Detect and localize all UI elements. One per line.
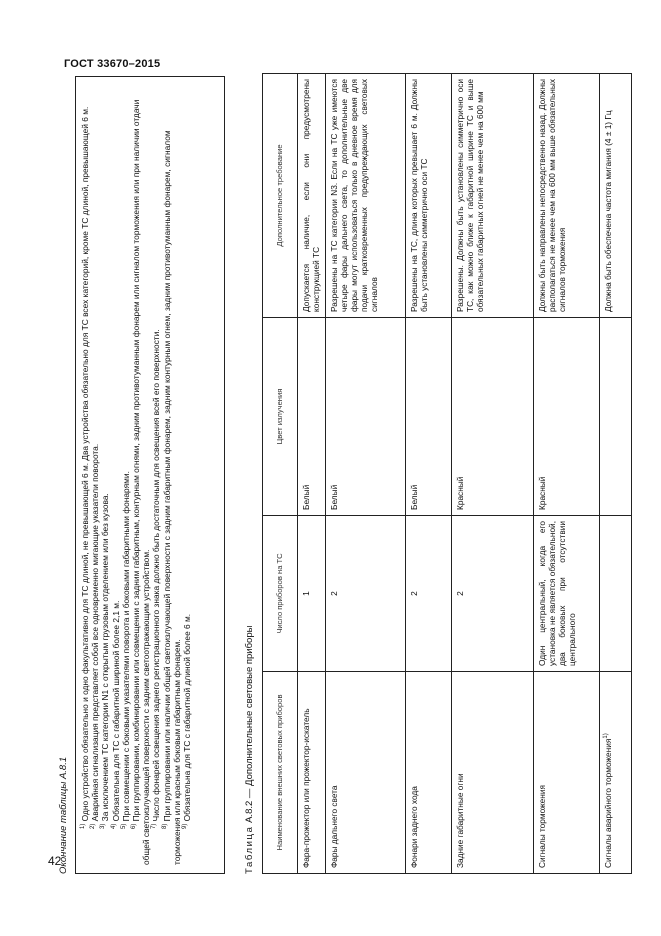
device-requirement: Разрешены на ТС, длина которых превышает 6 м. Должны быть установлены симметрично оси ТС [406,74,452,318]
device-count: 2 [326,516,406,672]
device-requirement: Разрешены на ТС категории N3. Если на ТС уже имеются четыре фары дальнего света, то дополнительные две фары могут использоваться только в дневное время для подачи кратковременных предупреждающих световых сигналов [326,74,406,318]
column-header: Цвет излучения [263,318,298,516]
table-row [406,74,452,874]
footnote: $^{4)}$ Обязательна для ТС с габаритной шириной более 2,1 м. [110,600,121,829]
device-requirement: Должны быть направлены непосредственно назад. Должны располагаться не менее чем на 600 мм выше обязательных сигналов торможения [534,74,600,318]
device-requirement: Допускается наличие, если они предусмотрены конструкцией ТС [298,74,326,318]
table-title: Таблица А.8.2 — Дополнительные световые приборы [244,625,255,874]
footnote: $^{1)}$ Одно устройство обязательно и одно факультативно для ТС длиной, не превышающей 6 м. Два устройства обязательно для ТС всех категорий, кроме ТС длиной, превышающей 6 м. [80,106,90,829]
device-requirement: Разрешены. Должны быть установлены симметрично оси ТС, как можно ближе к габаритной ширине ТС и выше обязательных габаритных огней не менее чем на 600 мм [452,74,534,318]
device-name: Задние габаритные огни [452,672,534,874]
device-color: Белый [326,318,406,516]
table-header-row [263,74,298,874]
column-header: Число приборов на ТС [263,516,298,672]
device-color: Красный [534,318,600,516]
rotated-content [58,74,613,874]
device-count: 2 [452,516,534,672]
footnote: $^{7)}$ Число фонарей освещения заднего регистрационного знака должно быть достаточным для освещения всей его поверхности. [151,329,162,829]
device-count: Один центральный, когда его установка не является обязательной, два боковых при отсутствии центрального [534,516,600,672]
device-color: Белый [298,318,326,516]
device-count: 1 [298,516,326,672]
footnote: $^{3)}$ За исключением ТС категории N1 с открытым грузовым отделением или без кузова. [100,493,111,829]
device-color: Белый [406,318,452,516]
device-count: 2 [406,516,452,672]
footnote: $^{2)}$ Аварийная сигнализация представляет собой все одновременно мигающие указатели поворота. [90,443,101,829]
footnote: $^{6)}$ При группировании, комбинировании или совмещении с задним габаритным, контурным огнями, задним противотуманным фонарем или сигналом торможения или при наличии отдачи общей светоизлучающей поверхности с задним светоотражающим устройством. [131,99,152,865]
footnote: $^{9)}$ Обязательна для ТС с габаритной длиной более 6 м. [182,613,193,829]
table-row [534,74,600,874]
device-color [600,318,632,516]
table-row [452,74,534,874]
device-name: Фары дальнего света [326,672,406,874]
continuation-title: Окончание таблицы А.8.1 [58,756,69,874]
footnote: $^{5)}$ При совмещении с боковыми указателями поворота и боковыми габаритными фонарями. [120,471,131,829]
device-name: Фара-прожектор или прожектор-искатель [298,672,326,874]
device-count [600,516,632,672]
page-number: 42 [48,854,62,868]
device-requirement: Должна быть обеспечена частота мигания (4 ± 1) Гц [600,74,632,318]
table-row [298,74,326,874]
table-row [600,74,632,874]
footnote: $^{8)}$ При группировании или наличии общей светоизлучающей поверхности с задним габаритным фонарем, задним контурным огнем, задним противотуманным фонарем, сигналом торможения или красным боковым габаритным фонарем. [161,130,182,865]
footnotes-box [75,76,225,874]
column-header: Дополнительное требование [263,74,298,318]
device-name: Сигналы торможения [534,672,600,874]
additional-lights-table [262,73,632,874]
column-header: Наименование внешних световых приборов [263,672,298,874]
document-header: ГОСТ 33670–2015 [64,58,161,70]
device-name: Фонари заднего хода [406,672,452,874]
device-color: Красный [452,318,534,516]
table-row [326,74,406,874]
device-name: Сигналы аварийного торможения$^{1)}$ [600,672,632,874]
